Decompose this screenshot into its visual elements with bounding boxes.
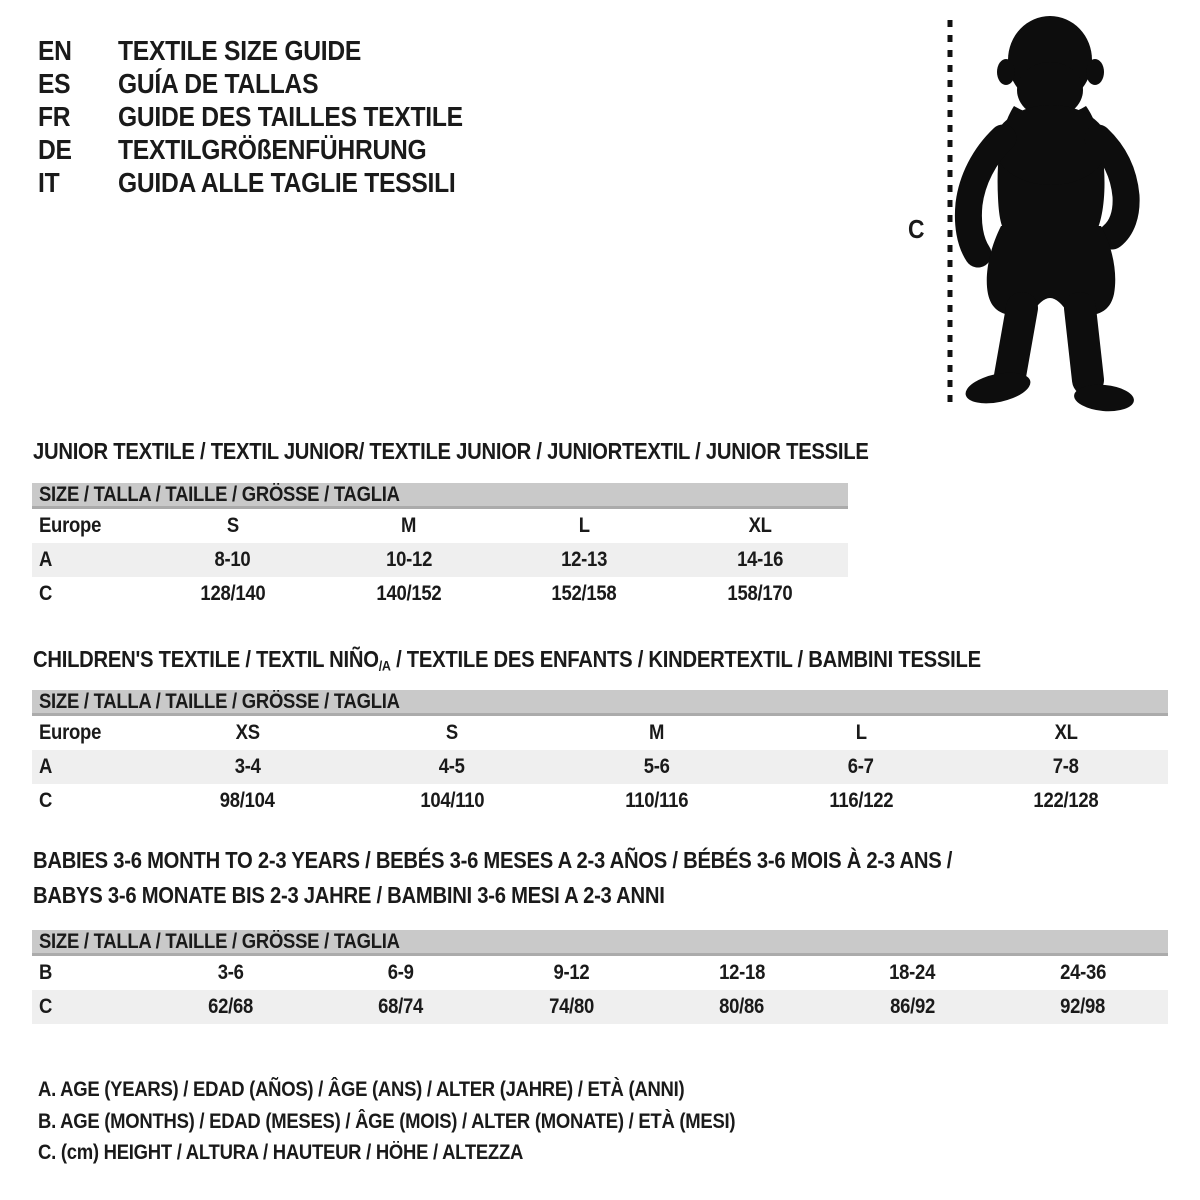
height-cell: 152/158 — [551, 582, 617, 605]
baby-silhouette-icon — [963, 16, 1135, 414]
size-header-text: SIZE / TALLA / TAILLE / GRÖSSE / TAGLIA — [39, 482, 400, 506]
height-cell: 86/92 — [889, 995, 935, 1018]
age-cell: 5-6 — [643, 755, 670, 778]
table-row — [32, 990, 1168, 1024]
table-row — [32, 784, 1168, 818]
height-cell: 116/122 — [829, 789, 894, 812]
size-cell: XL — [1054, 721, 1078, 744]
height-cell: 92/98 — [1060, 995, 1106, 1018]
size-cell: S — [226, 514, 239, 537]
age-cell: 14-16 — [737, 548, 784, 571]
months-cell: 9-12 — [553, 961, 590, 984]
junior-section-title — [33, 434, 983, 469]
table-row — [32, 750, 1168, 784]
babies-size-table — [32, 930, 1168, 1024]
children-table-size-header — [32, 690, 1168, 716]
legend-line-a: A. AGE (YEARS) / EDAD (AÑOS) / ÂGE (ANS) / ALTER (JAHRE) / ETÀ (ANNI) — [38, 1078, 685, 1101]
row-label: Europe — [39, 721, 102, 744]
junior-size-table — [32, 483, 848, 611]
row-label: C — [39, 789, 53, 812]
row-label: C — [39, 582, 53, 605]
lang-row-es — [38, 67, 510, 100]
height-cell: 68/74 — [378, 995, 424, 1018]
size-cell: S — [445, 721, 458, 744]
babies-title-line1: BABIES 3-6 MONTH TO 2-3 YEARS / BEBÉS 3-6 MESES A 2-3 AÑOS / BÉBÉS 3-6 MOIS À 2-3 ANS / — [33, 847, 953, 873]
lang-code-it: IT — [38, 167, 60, 198]
age-cell: 3-4 — [234, 755, 261, 778]
nino-a-subscript: /A — [378, 658, 391, 675]
age-cell: 7-8 — [1052, 755, 1079, 778]
size-cell: L — [855, 721, 867, 744]
size-cell: XL — [748, 514, 772, 537]
lang-row-it — [38, 166, 510, 199]
lang-row-de — [38, 133, 510, 166]
height-cell: 122/128 — [1033, 789, 1099, 812]
row-label: C — [39, 995, 53, 1018]
size-cell: M — [648, 721, 665, 744]
age-cell: 6-7 — [848, 755, 875, 778]
height-cell: 74/80 — [548, 995, 594, 1018]
size-cell: L — [578, 514, 590, 537]
children-size-table — [32, 690, 1168, 818]
row-label: A — [39, 755, 53, 778]
lang-label-es: GUÍA DE TALLAS — [118, 68, 319, 99]
legend-line-b: B. AGE (MONTHS) / EDAD (MESES) / ÂGE (MOIS) / ALTER (MONATE) / ETÀ (MESI) — [38, 1109, 736, 1133]
height-cell: 98/104 — [219, 789, 275, 812]
age-cell: 4-5 — [438, 755, 465, 778]
lang-row-en — [38, 34, 510, 67]
height-cell: 104/110 — [419, 789, 484, 812]
junior-table-size-header — [32, 483, 848, 509]
babies-section-title — [33, 843, 1078, 913]
months-cell: 12-18 — [718, 961, 765, 984]
babies-table-size-header — [32, 930, 1168, 956]
size-header-text: SIZE / TALLA / TAILLE / GRÖSSE / TAGLIA — [39, 689, 400, 713]
lang-row-fr — [38, 100, 510, 133]
size-header-text: SIZE / TALLA / TAILLE / GRÖSSE / TAGLIA — [39, 929, 400, 953]
lang-code-fr: FR — [38, 101, 71, 132]
lang-label-fr: GUIDE DES TAILLES TEXTILE — [118, 101, 463, 132]
table-row — [32, 716, 1168, 750]
age-cell: 10-12 — [385, 548, 432, 571]
height-cell: 80/86 — [719, 995, 765, 1018]
table-row — [32, 577, 848, 611]
babies-title-line2: BABYS 3-6 MONATE BIS 2-3 JAHRE / BAMBINI 3-6 MESI A 2-3 ANNI — [33, 882, 665, 908]
height-cell: 140/152 — [376, 582, 442, 605]
months-cell: 18-24 — [889, 961, 936, 984]
lang-label-de: TEXTILGRÖßENFÜHRUNG — [118, 134, 427, 165]
junior-section-title-text: JUNIOR TEXTILE / TEXTIL JUNIOR/ TEXTILE JUNIOR / JUNIORTEXTIL / JUNIOR TESSILE — [33, 438, 869, 464]
baby-silhouette-figure — [898, 8, 1188, 418]
row-label: A — [39, 548, 53, 571]
table-row — [32, 956, 1168, 990]
row-label: Europe — [39, 514, 102, 537]
figure-height-label: C — [908, 214, 925, 244]
children-section-title-text: CHILDREN'S TEXTILE / TEXTIL $NIÑO_{/A}$ / TEXTILE DES ENFANTS / KINDERTEXTIL / BAMBINI TESSILE — [33, 646, 981, 675]
row-label: B — [39, 961, 53, 984]
size-cell: M — [401, 514, 417, 537]
lang-code-de: DE — [38, 134, 72, 165]
children-section-title — [33, 642, 1110, 685]
months-cell: 6-9 — [387, 961, 414, 984]
months-cell: 3-6 — [217, 961, 244, 984]
age-cell: 8-10 — [214, 548, 251, 571]
height-cell: 158/170 — [727, 582, 793, 605]
height-cell: 128/140 — [200, 582, 266, 605]
legend-line-c: C. (cm) HEIGHT / ALTURA / HAUTEUR / HÖHE / ALTEZZA — [38, 1141, 524, 1164]
size-cell: XS — [235, 721, 260, 744]
lang-code-en: EN — [38, 35, 72, 66]
measure-legend — [38, 1074, 830, 1169]
lang-label-it: GUIDA ALLE TAGLIE TESSILI — [118, 167, 456, 198]
table-row — [32, 543, 848, 577]
lang-label-en: TEXTILE SIZE GUIDE — [118, 35, 362, 66]
age-cell: 12-13 — [561, 548, 608, 571]
height-cell: 62/68 — [207, 995, 253, 1018]
height-cell: 110/116 — [625, 789, 688, 812]
table-row — [32, 509, 848, 543]
months-cell: 24-36 — [1059, 961, 1106, 984]
language-header — [38, 34, 510, 199]
lang-code-es: ES — [38, 68, 71, 99]
